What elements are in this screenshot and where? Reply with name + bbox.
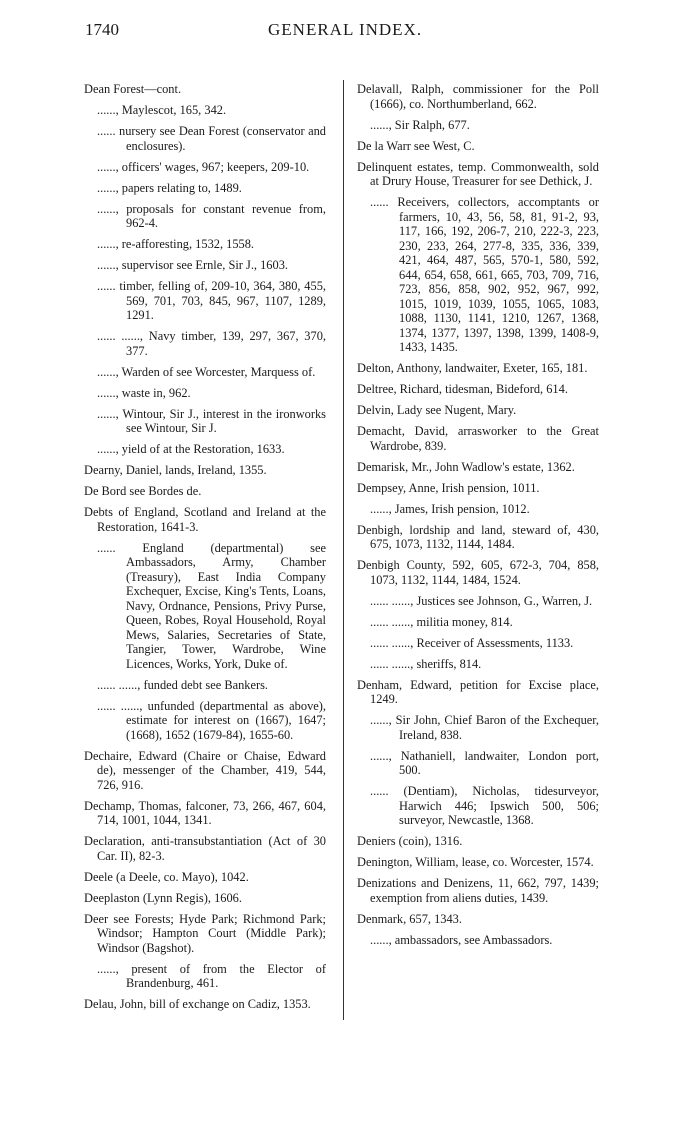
index-entry: ...... (Dentiam), Nicholas, tidesurveyor, Harwich 446; Ipswich 500, 506; surveyor, Newcastle, 1368. (370, 784, 599, 827)
index-entry: ......, present of from the Elector of Brandenburg, 461. (97, 961, 326, 990)
index-entry: Denmark, 657, 1343. (357, 911, 462, 926)
index-entry: Deeplaston (Lynn Regis), 1606. (84, 890, 242, 905)
index-entry: Deniers (coin), 1316. (357, 834, 463, 848)
index-entry: ......, waste in, 962. (97, 385, 191, 400)
index-entry: Debts of England, Scotland and Ireland at the Restoration, 1641-3. (84, 505, 326, 534)
column-divider (343, 80, 344, 1020)
index-entry: ...... ......, funded debt see Bankers. (97, 677, 269, 692)
index-entry: Denizations and Denizens, 11, 662, 797, 1439; exemption from aliens duties, 1439. (357, 876, 599, 905)
index-entry: Dearny, Daniel, lands, Ireland, 1355. (84, 463, 267, 477)
index-entry: ......, ambassadors, see Ambassadors. (370, 932, 553, 947)
index-entry: Dechaire, Edward (Chaire or Chaise, Edward de), messenger of the Chamber, 419, 544, 726, 916. (84, 748, 326, 792)
index-entry: ......, Warden of see Worcester, Marquess of. (97, 364, 316, 379)
left-index-column (84, 82, 326, 1018)
index-entry: ......, officers' wages, 967; keepers, 209-10. (97, 159, 310, 174)
index-entry: Delinquent estates, temp. Commonwealth, sold at Drury House, Treasurer for see Dethick, J. (357, 159, 599, 188)
index-entry: Denbigh, lordship and land, steward of, 430, 675, 1073, 1132, 1144, 1484. (357, 522, 599, 551)
index-entry: ...... ......, Navy timber, 139, 297, 367, 370, 377. (97, 329, 326, 358)
index-entry: Deltree, Richard, tidesman, Bideford, 614. (357, 382, 568, 396)
index-entry: ......, Nathaniell, landwaiter, London port, 500. (370, 748, 599, 777)
running-head: GENERAL INDEX. (268, 20, 423, 39)
index-entry: Dean Forest—cont. (84, 82, 182, 96)
index-entry: ...... ......, militia money, 814. (370, 614, 513, 629)
index-entry: De la Warr see West, C. (357, 138, 475, 153)
index-entry: ...... ......, unfunded (departmental as above), estimate for interest on (1667), 1647; (1668), 1652 (1679-84), 1655-60. (97, 698, 326, 742)
index-entry: ...... ......, Justices see Johnson, G., Warren, J. (370, 593, 593, 608)
index-entry: Delton, Anthony, landwaiter, Exeter, 165, 181. (357, 361, 588, 375)
index-entry: De Bord see Bordes de. (84, 484, 202, 498)
index-entry: Deele (a Deele, co. Mayo), 1042. (84, 869, 249, 884)
index-entry: Denham, Edward, petition for Excise place, 1249. (357, 677, 599, 706)
index-entry: ...... ......, sheriffs, 814. (370, 656, 482, 671)
index-entry: ...... England (departmental) see Ambassadors, Army, Chamber (Treasury), East India Company Exchequer, Excise, King's Tents, Loans, Navy, Ordnance, Pensions, Privy Purse, Queen, Robes, Royal Household, Royal Mews, Salaries, Secretaries of State, Tangier, Tower, Wardrobe, Wine Licences, Works, York, Duke of. (97, 540, 326, 671)
index-entry: ......, Sir John, Chief Baron of the Exchequer, Ireland, 838. (370, 713, 599, 742)
index-entry: Denington, William, lease, co. Worcester, 1574. (357, 855, 594, 869)
index-entry: ......, Maylescot, 165, 342. (97, 103, 227, 117)
index-entry: Demacht, David, arrasworker to the Great Wardrobe, 839. (357, 424, 599, 453)
index-entry: ......, supervisor see Ernle, Sir J., 1603. (97, 258, 288, 272)
index-entry: Delau, John, bill of exchange on Cadiz, 1353. (84, 997, 311, 1011)
index-entry: Demarisk, Mr., John Wadlow's estate, 1362. (357, 459, 575, 474)
index-entry: ...... timber, felling of, 209-10, 364, 380, 455, 569, 701, 703, 845, 967, 1107, 1289, 1291. (97, 279, 326, 322)
index-entry: Delavall, Ralph, commissioner for the Poll (1666), co. Northumberland, 662. (357, 82, 599, 111)
right-index-column (357, 82, 599, 954)
index-entry: ......, Wintour, Sir J., interest in the ironworks see Wintour, Sir J. (97, 406, 326, 435)
index-entry: Deer see Forests; Hyde Park; Richmond Park; Windsor; Hampton Court (Middle Park); Windsor (Bagshot). (84, 911, 326, 955)
index-entry: Declaration, anti-transubstantiation (Act of 30 Car. II), 82-3. (84, 834, 326, 863)
index-entry: ......, re-afforesting, 1532, 1558. (97, 237, 255, 251)
index-entry: ...... nursery see Dean Forest (conservator and enclosures). (97, 124, 326, 153)
index-entry: ......, proposals for constant revenue from, 962-4. (97, 201, 326, 230)
index-entry: ...... Receivers, collectors, accomptants or farmers, 10, 43, 56, 58, 81, 91-2, 93, 117, 166, 192, 206-7, 210, 222-3, 223, 230, 233, 264, 277-8, 335, 336, 339, 421, 464, 487, 565, 570-1, 580, 592, 644, 654, 658, 661, 665, 703, 709, 716, 723, 856, 858, 902, 952, 967, 992, 1015, 1019, 1039, 1055, 1065, 1083, 1088, 1130, 1141, 1210, 1267, 1368, 1374, 1377, 1397, 1398, 1399, 1408-9, 1433, 1435. (370, 195, 599, 354)
index-entry: ......, James, Irish pension, 1012. (370, 501, 530, 516)
index-entry: Delvin, Lady see Nugent, Mary. (357, 403, 517, 417)
index-entry: ......, papers relating to, 1489. (97, 180, 242, 195)
index-entry: ...... ......, Receiver of Assessments, 1133. (370, 635, 574, 650)
index-entry: Dempsey, Anne, Irish pension, 1011. (357, 480, 540, 495)
index-entry: ......, yield of at the Restoration, 1633. (97, 442, 285, 456)
page-number: 1740 (85, 20, 119, 39)
index-entry: ......, Sir Ralph, 677. (370, 117, 470, 132)
index-entry: Dechamp, Thomas, falconer, 73, 266, 467, 604, 714, 1001, 1044, 1341. (84, 798, 326, 827)
index-entry: Denbigh County, 592, 605, 672-3, 704, 858, 1073, 1132, 1144, 1484, 1524. (357, 558, 599, 587)
